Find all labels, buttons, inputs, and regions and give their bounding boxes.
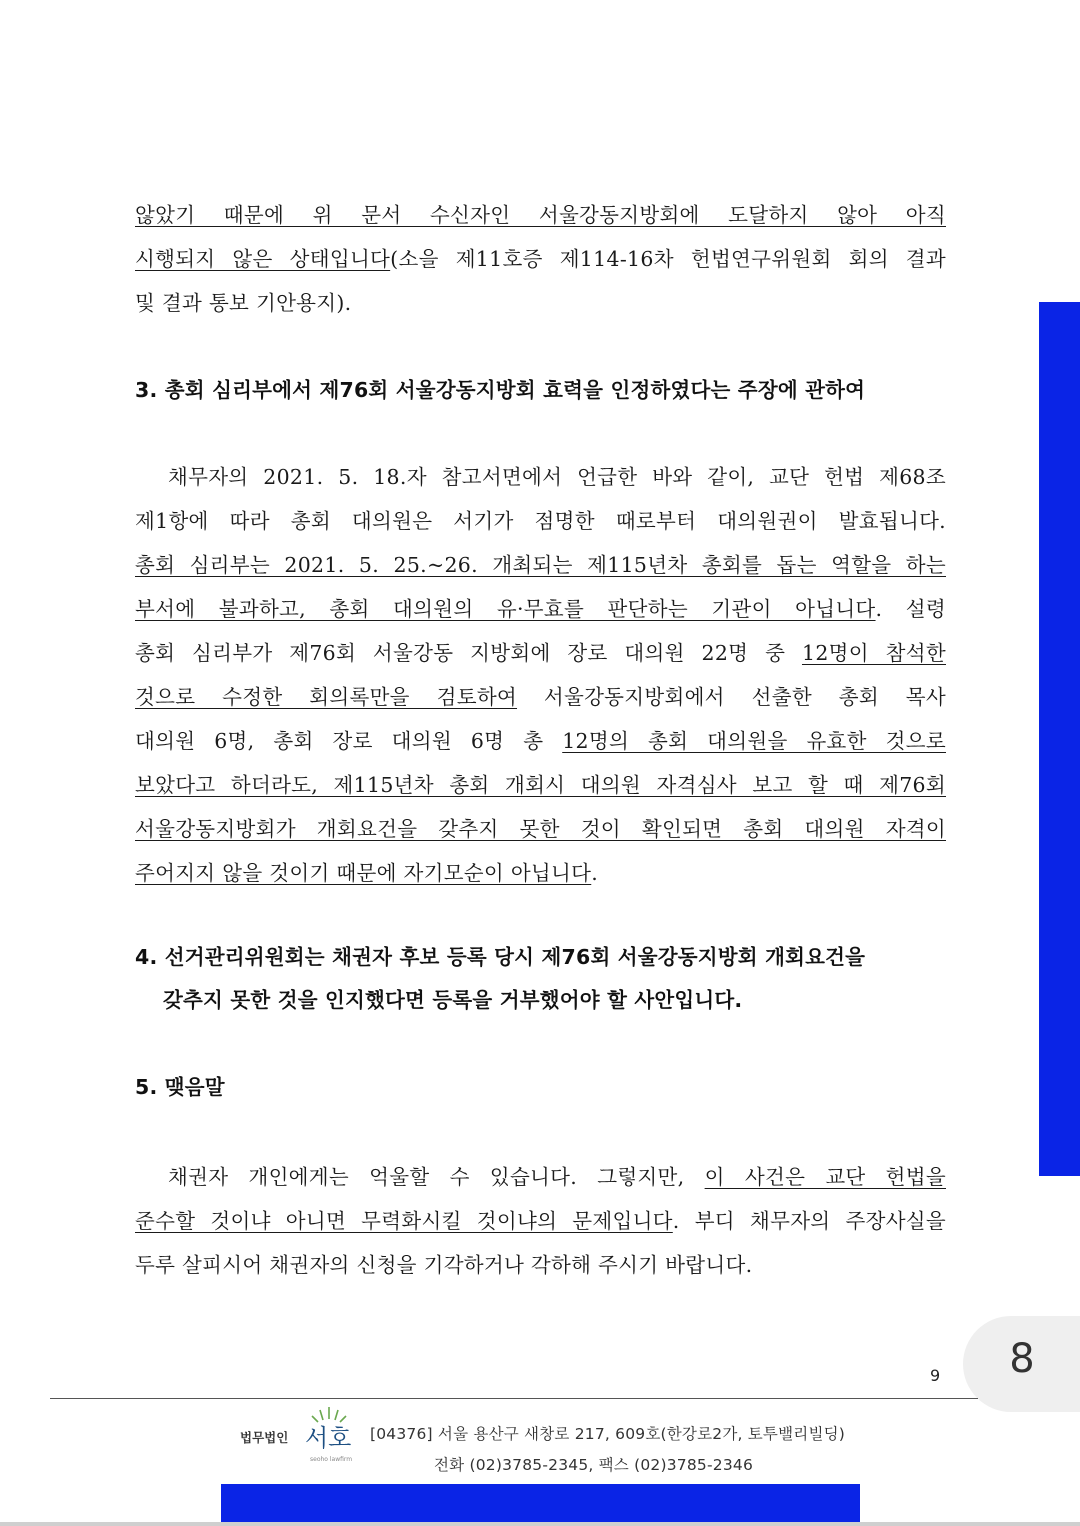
intro-line-1: 않았기 때문에 위 문서 수신자인 서울강동지방회에 도달하지 않아 아직 bbox=[135, 203, 946, 227]
s3-line-8: 보았다고 하더라도, 제115년차 총회 개회시 대의원 자격심사 보고 할 때 제76회 bbox=[135, 773, 946, 797]
bottom-accent-bar bbox=[221, 1484, 860, 1522]
footer-address: [04376] 서울 용산구 새창로 217, 609호(한강로2가, 토투밸리빌딩) bbox=[370, 1425, 846, 1443]
section-3-paragraph bbox=[135, 455, 946, 895]
footer-phone: 전화 (02)3785-2345, 팩스 (02)3785-2346 bbox=[434, 1456, 754, 1474]
logo-firm-label: 법무법인 bbox=[240, 1430, 289, 1445]
s3-line-10-rest: . bbox=[591, 861, 599, 885]
intro-paragraph bbox=[135, 193, 946, 325]
s3-line-5 bbox=[135, 631, 946, 675]
section-5-heading: 5. 맺음말 bbox=[135, 1075, 225, 1099]
page-number: 9 bbox=[930, 1366, 941, 1385]
s3-line-4-rest: . 설령 bbox=[875, 597, 947, 621]
firm-logo bbox=[240, 1410, 360, 1472]
section-4-heading-line-1: 4. 선거관리위원회는 채권자 후보 등록 당시 제76회 서울강동지방회 개회요건을 bbox=[135, 945, 866, 969]
s5-line-3: 두루 살피시어 채권자의 신청을 기각하거나 각하해 주시기 바랍니다. bbox=[135, 1253, 753, 1277]
s3-line-7 bbox=[135, 719, 946, 763]
s3-line-2: 제1항에 따라 총회 대의원은 서기가 점명한 때로부터 대의원권이 발효됩니다. bbox=[135, 509, 946, 533]
s5-line-1-start: 채권자 개인에게는 억울할 수 있습니다. 그렇지만, bbox=[168, 1165, 705, 1189]
s3-line-5-start: 총회 심리부가 제76회 서울강동 지방회에 장로 대의원 22명 중 bbox=[135, 641, 802, 665]
s3-line-7-underlined: 12명의 총회 대의원을 유효한 것으로 bbox=[562, 729, 946, 753]
logo-firm-name: 서호 bbox=[305, 1424, 352, 1452]
s3-line-6-rest: 서울강동지방회에서 선출한 총회 목사 bbox=[517, 685, 946, 709]
s3-line-9: 서울강동지방회가 개회요건을 갖추지 못한 것이 확인되면 총회 대의원 자격이 bbox=[135, 817, 946, 841]
section-4-heading-line-2: 갖추지 못한 것을 인지했다면 등록을 거부했어야 할 사안입니다. bbox=[163, 988, 743, 1012]
s3-line-10-underlined: 주어지지 않을 것이기 때문에 자기모순이 아닙니다 bbox=[135, 861, 592, 885]
page-tab-number: 8 bbox=[1009, 1336, 1035, 1382]
s3-line-4-underlined: 부서에 불과하고, 총회 대의원의 유·무효를 판단하는 기관이 아닙니다 bbox=[135, 597, 876, 621]
s3-line-1: 채무자의 2021. 5. 18.자 참고서면에서 언급한 바와 같이, 교단 헌법 제68조 bbox=[168, 465, 946, 489]
section-5-paragraph bbox=[135, 1155, 946, 1287]
intro-line-2-rest: (소을 제11호증 제114-16차 헌법연구위원회 회의 결과 bbox=[390, 247, 947, 271]
s3-line-5-underlined: 12명이 참석한 bbox=[801, 641, 946, 665]
s5-line-1 bbox=[135, 1155, 946, 1199]
s3-line-6 bbox=[135, 675, 946, 719]
s5-line-2-underlined: 준수할 것이냐 아니면 무력화시킬 것이냐의 문제입니다 bbox=[135, 1209, 673, 1233]
side-accent-bar bbox=[1039, 302, 1080, 1176]
s3-line-10 bbox=[135, 851, 946, 895]
s5-line-2 bbox=[135, 1199, 946, 1243]
footer-divider bbox=[50, 1398, 978, 1399]
bottom-edge bbox=[0, 1522, 1080, 1526]
intro-line-2-underlined: 시행되지 않은 상태입니다 bbox=[135, 247, 391, 271]
s3-line-6-underlined: 것으로 수정한 회의록만을 검토하여 bbox=[135, 685, 518, 709]
intro-line-2 bbox=[135, 237, 946, 281]
intro-line-3: 및 결과 통보 기안용지). bbox=[135, 291, 352, 315]
s5-line-2-rest: . 부디 채무자의 주장사실을 bbox=[672, 1209, 946, 1233]
logo-firm-subtitle: seoho lawfirm bbox=[310, 1456, 353, 1463]
s3-line-4 bbox=[135, 587, 946, 631]
s3-line-7-start: 대의원 6명, 총회 장로 대의원 6명 총 bbox=[135, 729, 563, 753]
section-3-heading: 3. 총회 심리부에서 제76회 서울강동지방회 효력을 인정하였다는 주장에 관하여 bbox=[135, 378, 866, 402]
s5-line-1-underlined: 이 사건은 교단 헌법을 bbox=[704, 1165, 946, 1189]
s3-line-3: 총회 심리부는 2021. 5. 25.~26. 개최되는 제115년차 총회를 돕는 역할을 하는 bbox=[135, 553, 946, 577]
